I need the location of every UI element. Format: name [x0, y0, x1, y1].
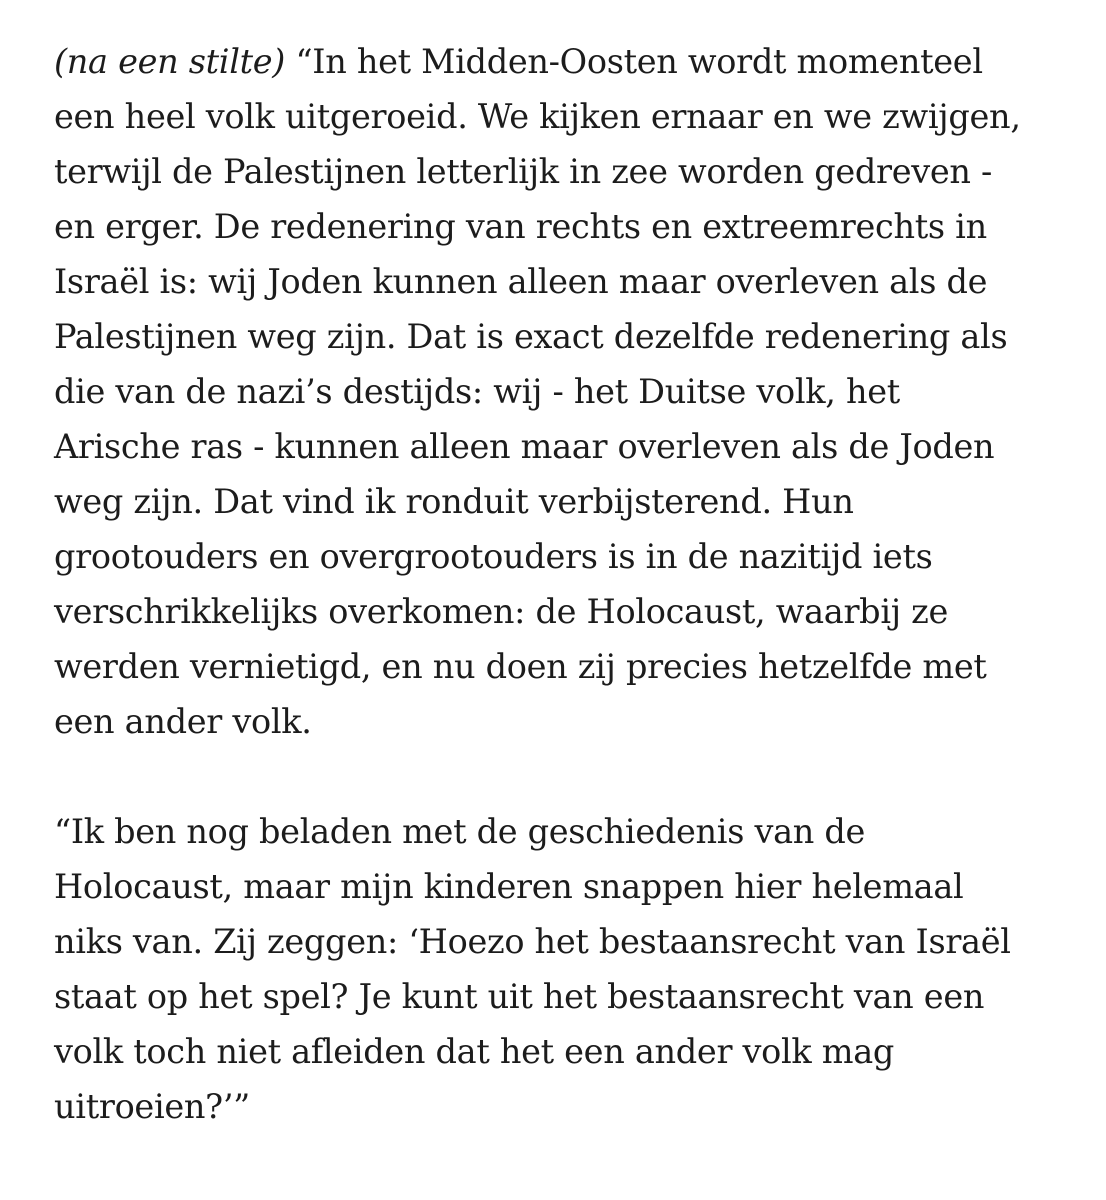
text-line: die van de nazi’s destijds: wij - het Duitse volk, het	[54, 372, 900, 411]
text-line: grootouders en overgrootouders is in de nazitijd iets	[54, 537, 933, 576]
paragraph-2	[54, 804, 1064, 1134]
text-line: niks van. Zij zeggen: ‘Hoezo het bestaansrecht van Israël	[54, 922, 1011, 961]
text-line: Israël is: wij Joden kunnen alleen maar overleven als de	[54, 262, 988, 301]
paragraph-spacer	[54, 749, 1064, 804]
text-line: staat op het spel? Je kunt uit het bestaansrecht van een	[54, 977, 985, 1016]
stage-direction: (na een stilte)	[54, 42, 286, 81]
text-line: Palestijnen weg zijn. Dat is exact dezelfde redenering als	[54, 317, 1008, 356]
text-line: “Ik ben nog beladen met de geschiedenis van de	[54, 812, 866, 851]
text-line: verschrikkelijks overkomen: de Holocaust, waarbij ze	[54, 592, 949, 631]
text-line: volk toch niet afleiden dat het een ander volk mag	[54, 1032, 895, 1071]
text-line: weg zijn. Dat vind ik ronduit verbijsterend. Hun	[54, 482, 854, 521]
text-line: Arische ras - kunnen alleen maar overleven als de Joden	[54, 427, 995, 466]
text-line: een heel volk uitgeroeid. We kijken ernaar en we zwijgen,	[54, 97, 1021, 136]
text-line: terwijl de Palestijnen letterlijk in zee worden gedreven -	[54, 152, 993, 191]
text-line: uitroeien?’”	[54, 1087, 251, 1126]
paragraph-1	[54, 34, 1064, 749]
text-line	[54, 34, 1064, 89]
text-line: en erger. De redenering van rechts en extreemrechts in	[54, 207, 987, 246]
text-line-content: “In het Midden-Oosten wordt momenteel	[285, 42, 983, 81]
text-line: werden vernietigd, en nu doen zij precies hetzelfde met	[54, 647, 987, 686]
text-line: Holocaust, maar mijn kinderen snappen hier helemaal	[54, 867, 964, 906]
article-body	[54, 34, 1064, 1134]
text-line: een ander volk.	[54, 702, 312, 741]
